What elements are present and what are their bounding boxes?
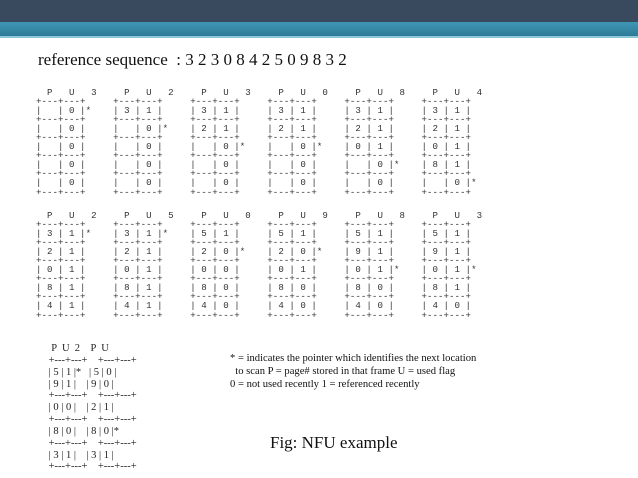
legend-flag-line: to scan P = page# stored in that frame U = used flag [230, 366, 456, 377]
frames-table-row-2: P U 2 P U 5 P U 0 P U 9 P U 8 P U 3 +---+---+ +---+---+ +---+---+ +---+---+ +---+---+ +---+---+ | 3 | 1 |* | 3 | 1 |* | 5 | 1 | | 5 | 1 | | 5 | 1 | | 5 | 1 | +---+---+ +---+---+ +---+---+ +---+---+ +---+---+ +---+---+ | 2 | 1 | | 2 | 1 | | 2 | 0 |* | 2 | 0 |* | 9 | 1 | | 9 | 1 | +---+---+ +---+---+ +---+---+ +---+---+ +---+---+ +---+---+ | 0 | 1 | | 0 | 1 | | 0 | 0 | | 0 | 1 | | 0 | 1 |* | 0 | 1 |* +---+---+ +---+---+ +---+---+ +---+---+ +---+---+ +---+---+ | 8 | 1 | | 8 | 1 | | 8 | 0 | | 8 | 0 | | 8 | 0 | | 8 | 1 | +---+---+ +---+---+ +---+---+ +---+---+ +---+---+ +---+---+ | 4 | 1 | | 4 | 1 | | 4 | 0 | | 4 | 0 | | 4 | 0 | | 4 | 0 | +---+---+ +---+---+ +---+---+ +---+---+ +---+---+ +---+---+ [36, 210, 483, 321]
frames-table-row-1: P U 3 P U 2 P U 3 P U 0 P U 8 P U 4 +---+---+ +---+---+ +---+---+ +---+---+ +---+---+ +---+---+ | | 0 |* | 3 | 1 | | 3 | 1 | | 3 | 1 | | 3 | 1 | | 3 | 1 | +---+---+ +---+---+ +---+---+ +---+---+ +---+---+ +---+---+ | | 0 | | | 0 |* | 2 | 1 | | 2 | 1 | | 2 | 1 | | 2 | 1 | +---+---+ +---+---+ +---+---+ +---+---+ +---+---+ +---+---+ | | 0 | | | 0 | | | 0 |* | | 0 |* | 0 | 1 | | 0 | 1 | +---+---+ +---+---+ +---+---+ +---+---+ +---+---+ +---+---+ | | 0 | | | 0 | | | 0 | | | 0 | | | 0 |* | 8 | 1 | +---+---+ +---+---+ +---+---+ +---+---+ +---+---+ +---+---+ | | 0 | | | 0 | | | 0 | | | 0 | | | 0 | | | 0 |* +---+---+ +---+---+ +---+---+ +---+---+ +---+---+ +---+---+ [36, 87, 483, 198]
legend [230, 352, 476, 391]
slide-title-bar [0, 0, 638, 22]
slide-accent-divider [0, 36, 638, 38]
legend-pointer-line: * = indicates the pointer which identifies the next location [230, 353, 477, 364]
figure-caption: Fig: NFU example [270, 433, 398, 452]
frames-table-row-3: P U 2 P U +---+---+ +---+---+ | 5 | 1 |* | 5 | 0 | | 9 | 1 | | 9 | 0 | +---+---+ +---+---+ | 0 | 0 | | 2 | 1 | +---+---+ +---+---+ | 8 | 0 | | 8 | 0 |* +---+---+ +---+---+ | 3 | 1 | | 3 | 1 | +---+---+ +---+---+ [48, 343, 137, 473]
legend-recency-line: 0 = not used recently 1 = referenced recently [230, 379, 420, 390]
reference-sequence-heading: reference sequence : 3 2 3 0 8 4 2 5 0 9 8 3 2 [38, 50, 347, 69]
slide-accent-band [0, 22, 638, 36]
